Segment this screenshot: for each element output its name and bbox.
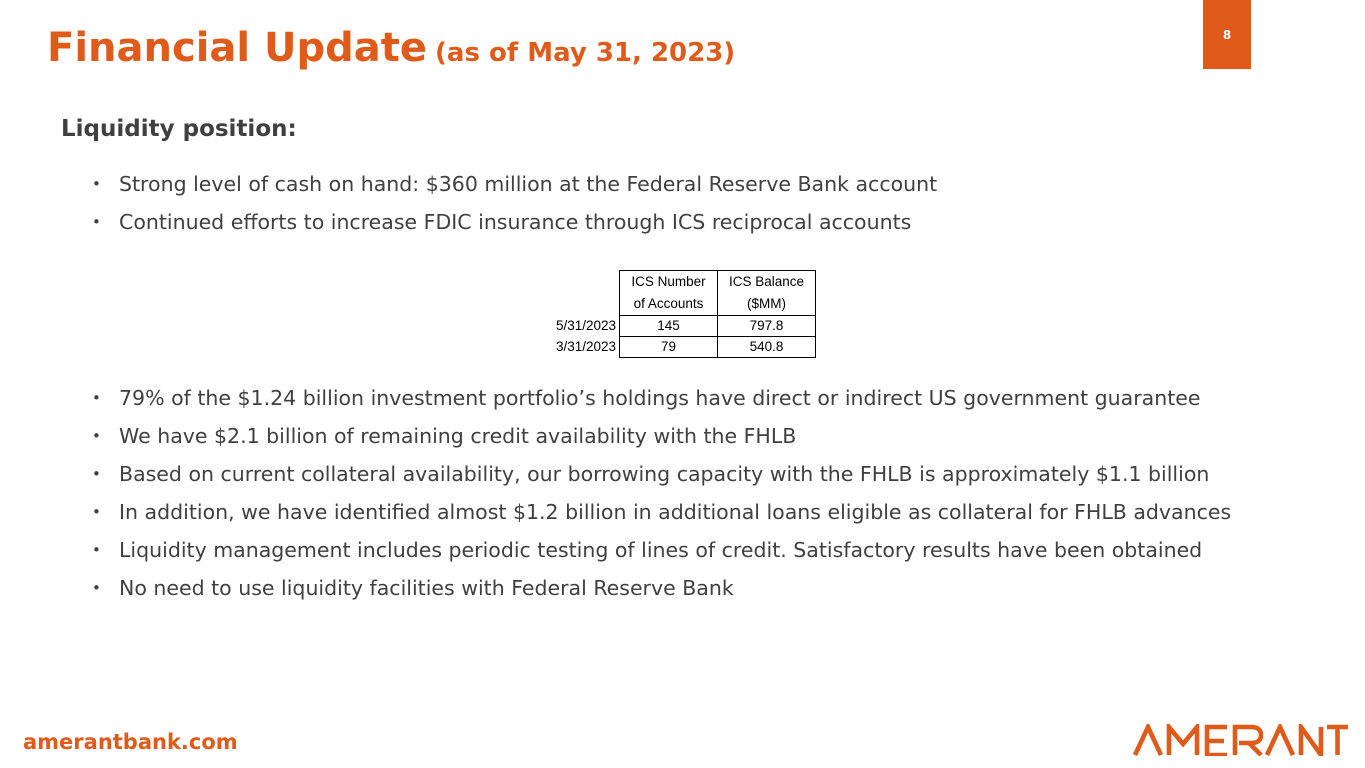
bullet-item: • Continued efforts to increase FDIC insurance through ICS reciprocal accounts [92, 209, 1332, 235]
bullet-item: • Liquidity management includes periodic testing of lines of credit. Satisfactory results have been obtained [92, 537, 1342, 563]
ics-row-accounts: 79 [620, 337, 718, 358]
slide-subtitle: (as of May 31, 2023) [435, 38, 736, 68]
ics-table-header-row [526, 271, 816, 316]
ics-col-header-accounts [620, 271, 718, 316]
bullet-item: • 79% of the $1.24 billion investment portfolio’s holdings have direct or indirect US government guarantee [92, 385, 1342, 411]
amerant-logo [1133, 724, 1349, 756]
ics-col-header-balance-line1: ICS Balance [728, 274, 805, 289]
slide-title-main: Financial Update [47, 25, 428, 71]
bullet-item: • Strong level of cash on hand: $360 million at the Federal Reserve Bank account [92, 171, 1332, 197]
slide-title [47, 22, 735, 79]
bullet-list-bottom [92, 385, 1342, 613]
page-number: 8 [1222, 27, 1232, 42]
ics-col-header-accounts-line1: ICS Number [631, 274, 706, 289]
ics-row-accounts: 145 [620, 316, 718, 337]
table-row [526, 337, 816, 358]
ics-row-date: 3/31/2023 [555, 339, 616, 354]
bullet-list-top [92, 171, 1332, 247]
bullet-item: • In addition, we have identified almost $1.2 billion in additional loans eligible as collateral for FHLB advances [92, 499, 1342, 525]
ics-col-header-balance [718, 271, 816, 316]
ics-col-header-balance-line2: ($MM) [747, 296, 786, 311]
bullet-item: • We have $2.1 billion of remaining credit availability with the FHLB [92, 423, 1342, 449]
footer-url: amerantbank.com [23, 730, 238, 754]
ics-table-container [526, 270, 816, 358]
ics-row-date: 5/31/2023 [555, 318, 616, 333]
ics-row-balance: 797.8 [718, 316, 816, 337]
section-heading: Liquidity position: [61, 116, 297, 142]
ics-table [526, 270, 816, 358]
ics-table-corner [526, 271, 620, 316]
ics-row-balance: 540.8 [718, 337, 816, 358]
page-number-badge [1203, 0, 1251, 69]
ics-col-header-accounts-line2: of Accounts [633, 296, 704, 311]
bullet-item: • No need to use liquidity facilities with Federal Reserve Bank [92, 575, 1342, 601]
table-row [526, 316, 816, 337]
bullet-item: • Based on current collateral availability, our borrowing capacity with the FHLB is approximately $1.1 billion [92, 461, 1342, 487]
